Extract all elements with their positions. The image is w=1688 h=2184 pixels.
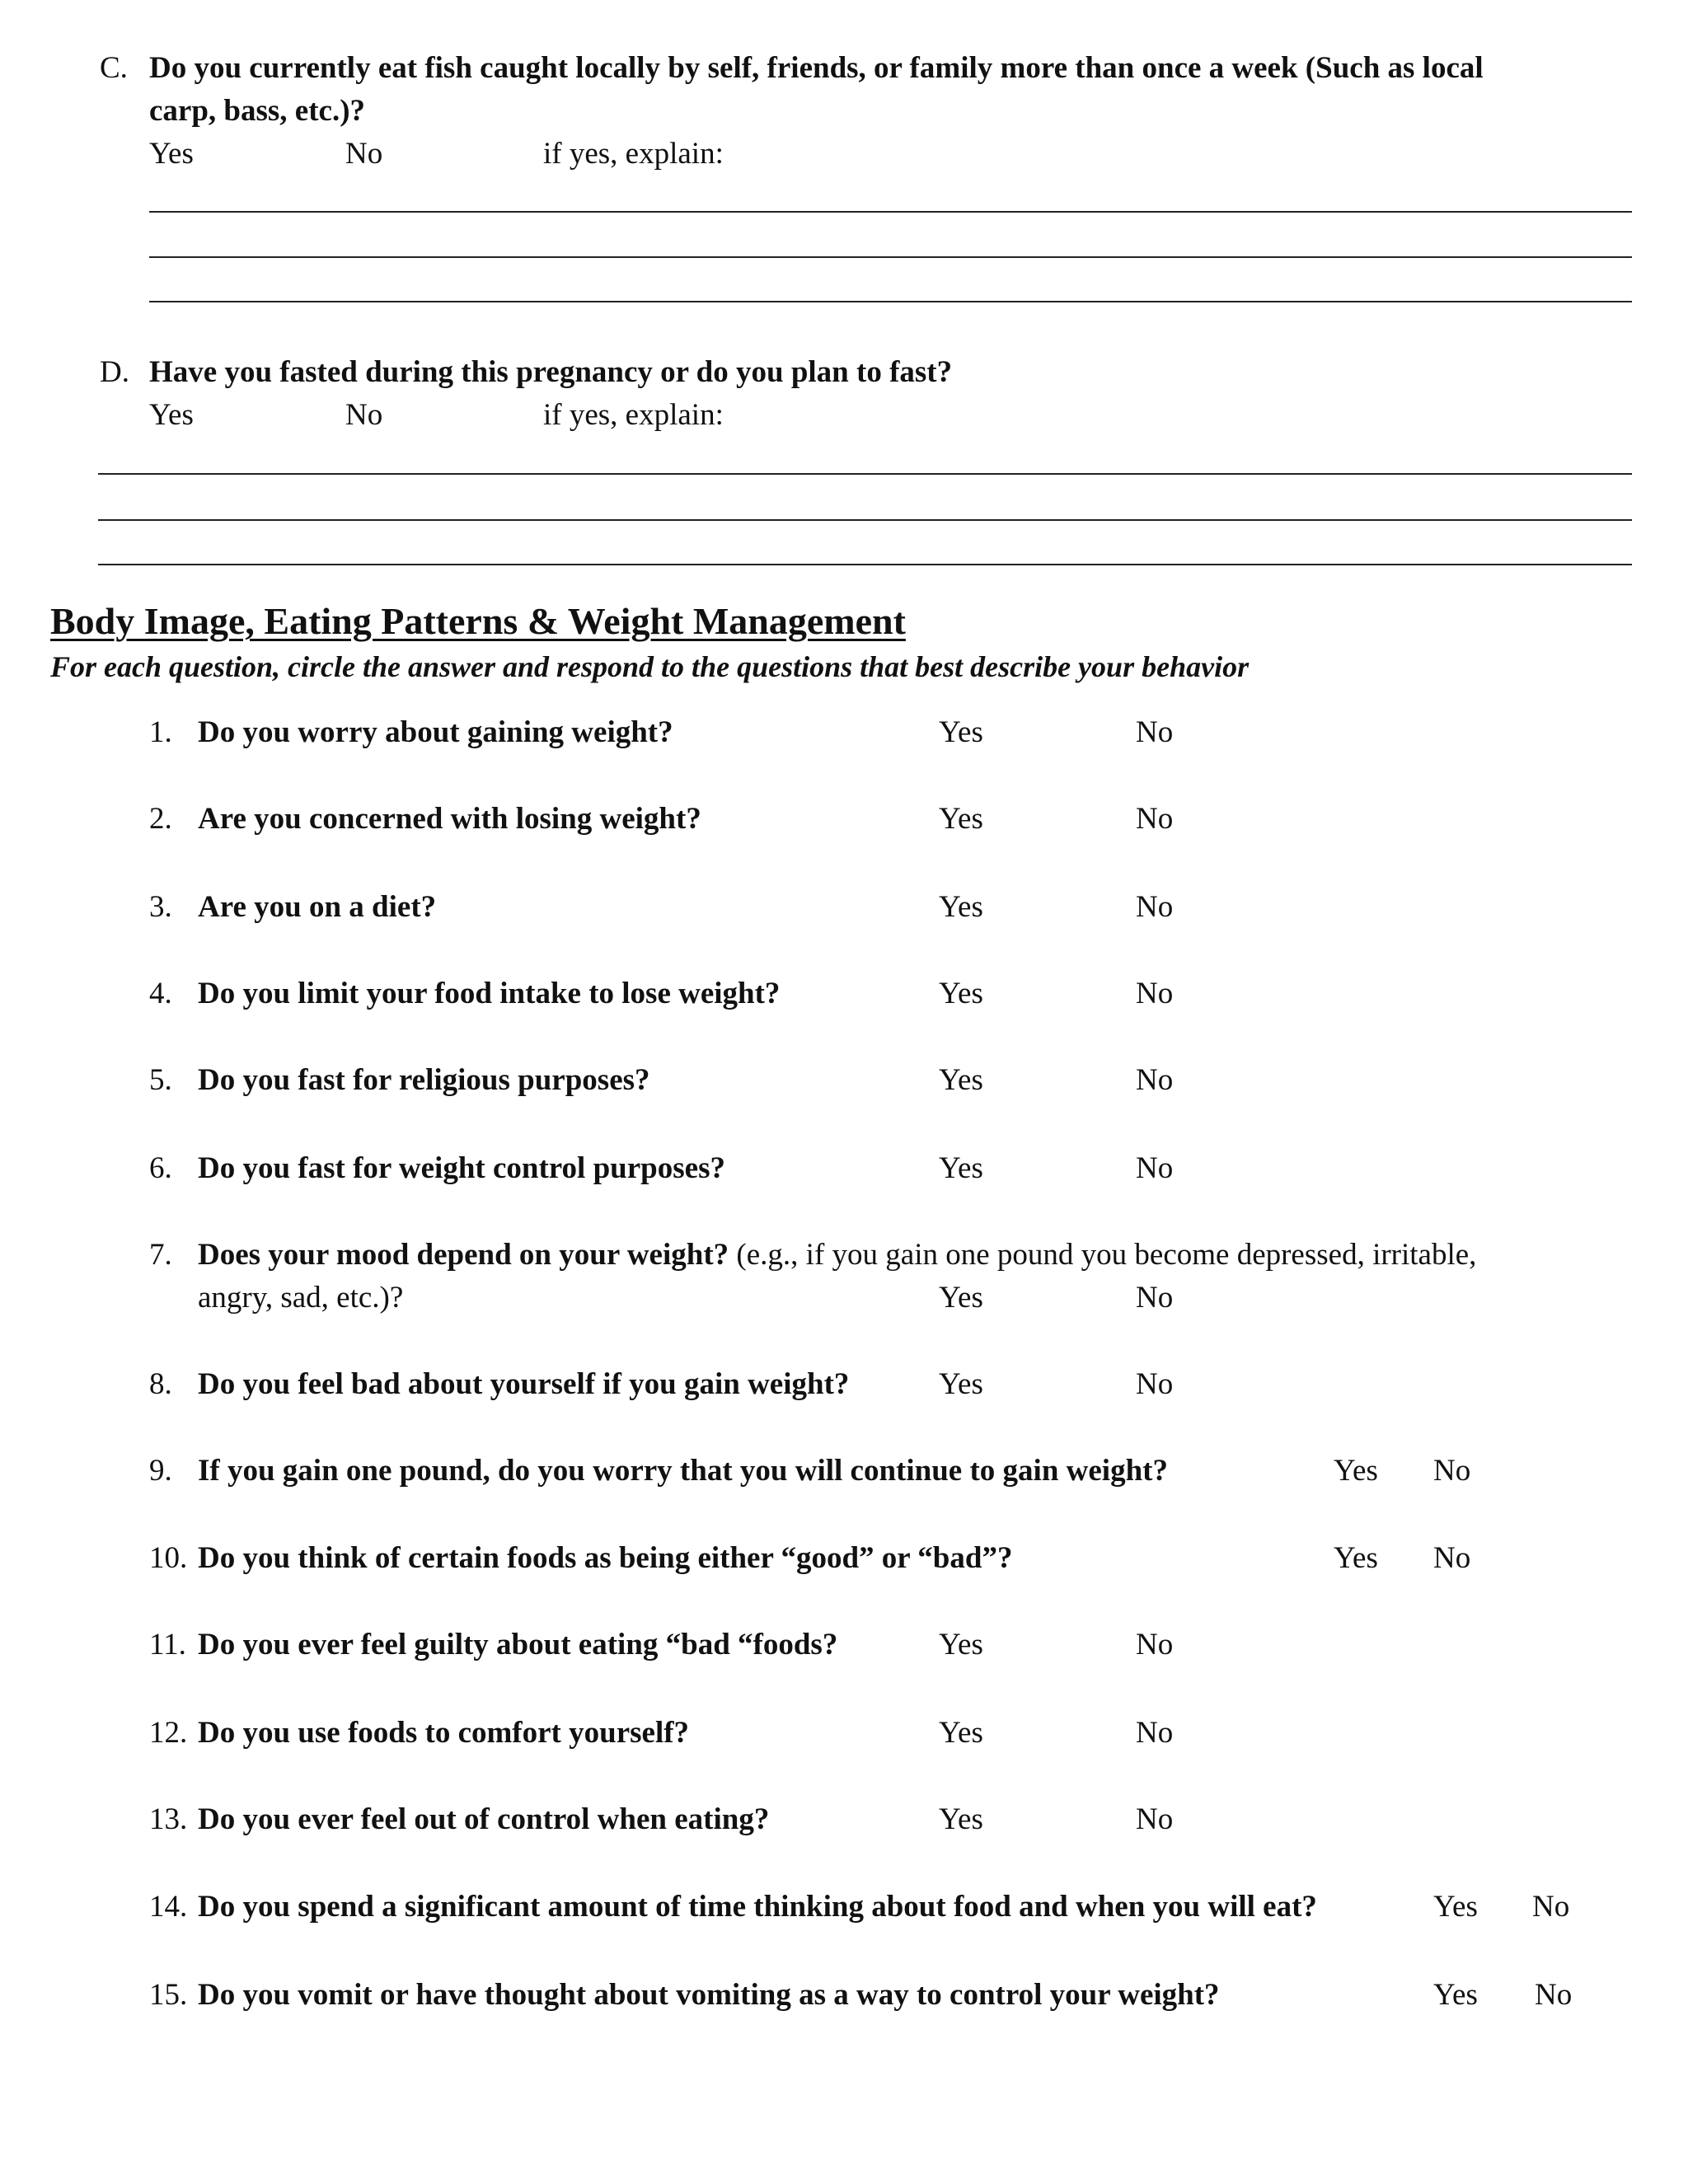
question-15-no-option[interactable]: No <box>1535 1978 1573 2012</box>
question-4-yes-option[interactable]: Yes <box>939 977 983 1010</box>
question-8-yes-option[interactable]: Yes <box>939 1367 983 1401</box>
question-12-text: Do you use foods to comfort yourself? <box>198 1716 690 1750</box>
question-c-letter: C. <box>100 51 128 85</box>
question-15-text: Do you vomit or have thought about vomiting as a way to control your weight? <box>198 1978 1220 2012</box>
question-7-example-text: (e.g., if you gain one pound you become depressed, irritable, <box>729 1238 1477 1272</box>
question-d-no-option[interactable]: No <box>345 398 383 432</box>
question-c-no-option[interactable]: No <box>345 137 383 171</box>
question-2-yes-option[interactable]: Yes <box>939 802 983 836</box>
section-instructions: For each question, circle the answer and respond to the questions that best describe your behavior <box>50 650 1250 683</box>
question-3-text: Are you on a diet? <box>198 890 437 924</box>
question-9-number: 9. <box>149 1454 172 1488</box>
question-14-yes-option[interactable]: Yes <box>1433 1890 1478 1924</box>
question-7-yes-option[interactable]: Yes <box>939 1281 983 1315</box>
question-10-yes-option[interactable]: Yes <box>1334 1541 1378 1575</box>
question-9-text: If you gain one pound, do you worry that you will continue to gain weight? <box>198 1454 1168 1488</box>
question-5-number: 5. <box>149 1063 172 1097</box>
question-1-yes-option[interactable]: Yes <box>939 715 983 749</box>
question-2-text: Are you concerned with losing weight? <box>198 802 701 836</box>
question-3-no-option[interactable]: No <box>1136 890 1174 924</box>
question-11-number: 11. <box>149 1628 186 1661</box>
question-13-number: 13. <box>149 1802 188 1836</box>
question-6-text: Do you fast for weight control purposes? <box>198 1151 725 1185</box>
question-12-number: 12. <box>149 1716 188 1750</box>
question-10-text: Do you think of certain foods as being either “good” or “bad”? <box>198 1541 1013 1575</box>
question-c-text: Do you currently eat fish caught locally by self, friends, or family more than once a week (Such as local <box>149 51 1484 85</box>
question-13-yes-option[interactable]: Yes <box>939 1802 983 1836</box>
question-5-text: Do you fast for religious purposes? <box>198 1063 650 1097</box>
question-15-number: 15. <box>149 1978 188 2012</box>
question-c-explain-label: if yes, explain: <box>543 137 724 171</box>
question-c-answer-line-1[interactable] <box>149 211 1632 213</box>
question-d-answer-line-2[interactable] <box>98 519 1632 521</box>
question-7-text-line2: angry, sad, etc.)? <box>198 1281 404 1315</box>
question-8-text: Do you feel bad about yourself if you gain weight? <box>198 1367 850 1401</box>
question-1-no-option[interactable]: No <box>1136 715 1174 749</box>
question-7-text: Does your mood depend on your weight? <box>198 1238 729 1272</box>
question-c-yes-option[interactable]: Yes <box>149 137 194 171</box>
question-14-number: 14. <box>149 1890 188 1924</box>
question-9-yes-option[interactable]: Yes <box>1334 1454 1378 1488</box>
question-d-text: Have you fasted during this pregnancy or do you plan to fast? <box>149 355 953 389</box>
question-4-text: Do you limit your food intake to lose weight? <box>198 977 781 1010</box>
question-d-yes-option[interactable]: Yes <box>149 398 194 432</box>
question-3-yes-option[interactable]: Yes <box>939 890 983 924</box>
question-4-no-option[interactable]: No <box>1136 977 1174 1010</box>
question-6-number: 6. <box>149 1151 172 1185</box>
question-4-number: 4. <box>149 977 172 1010</box>
question-15-yes-option[interactable]: Yes <box>1433 1978 1478 2012</box>
question-d-explain-label: if yes, explain: <box>543 398 724 432</box>
question-10-number: 10. <box>149 1541 188 1575</box>
question-c-text-line2: carp, bass, etc.)? <box>149 94 366 128</box>
question-d-answer-line-3[interactable] <box>98 564 1632 565</box>
question-11-no-option[interactable]: No <box>1136 1628 1174 1661</box>
question-11-yes-option[interactable]: Yes <box>939 1628 983 1661</box>
question-8-no-option[interactable]: No <box>1136 1367 1174 1401</box>
question-c-answer-line-2[interactable] <box>149 256 1632 258</box>
question-6-yes-option[interactable]: Yes <box>939 1151 983 1185</box>
question-c-answer-line-3[interactable] <box>149 301 1632 302</box>
question-1-text: Do you worry about gaining weight? <box>198 715 673 749</box>
question-13-no-option[interactable]: No <box>1136 1802 1174 1836</box>
question-8-number: 8. <box>149 1367 172 1401</box>
question-2-no-option[interactable]: No <box>1136 802 1174 836</box>
question-14-no-option[interactable]: No <box>1532 1890 1570 1924</box>
question-7-text-container <box>198 1240 1476 1270</box>
question-5-yes-option[interactable]: Yes <box>939 1063 983 1097</box>
question-12-no-option[interactable]: No <box>1136 1716 1174 1750</box>
question-5-no-option[interactable]: No <box>1136 1063 1174 1097</box>
question-13-text: Do you ever feel out of control when eating? <box>198 1802 770 1836</box>
question-14-text: Do you spend a significant amount of time thinking about food and when you will eat? <box>198 1890 1317 1924</box>
question-10-no-option[interactable]: No <box>1433 1541 1471 1575</box>
question-9-no-option[interactable]: No <box>1433 1454 1471 1488</box>
question-6-no-option[interactable]: No <box>1136 1151 1174 1185</box>
question-7-number: 7. <box>149 1238 172 1272</box>
question-2-number: 2. <box>149 802 172 836</box>
question-12-yes-option[interactable]: Yes <box>939 1716 983 1750</box>
question-3-number: 3. <box>149 890 172 924</box>
question-d-answer-line-1[interactable] <box>98 473 1632 475</box>
question-7-no-option[interactable]: No <box>1136 1281 1174 1315</box>
question-d-letter: D. <box>100 355 129 389</box>
question-11-text: Do you ever feel guilty about eating “bad “foods? <box>198 1628 838 1661</box>
section-title: Body Image, Eating Patterns & Weight Management <box>50 600 906 642</box>
question-1-number: 1. <box>149 715 172 749</box>
